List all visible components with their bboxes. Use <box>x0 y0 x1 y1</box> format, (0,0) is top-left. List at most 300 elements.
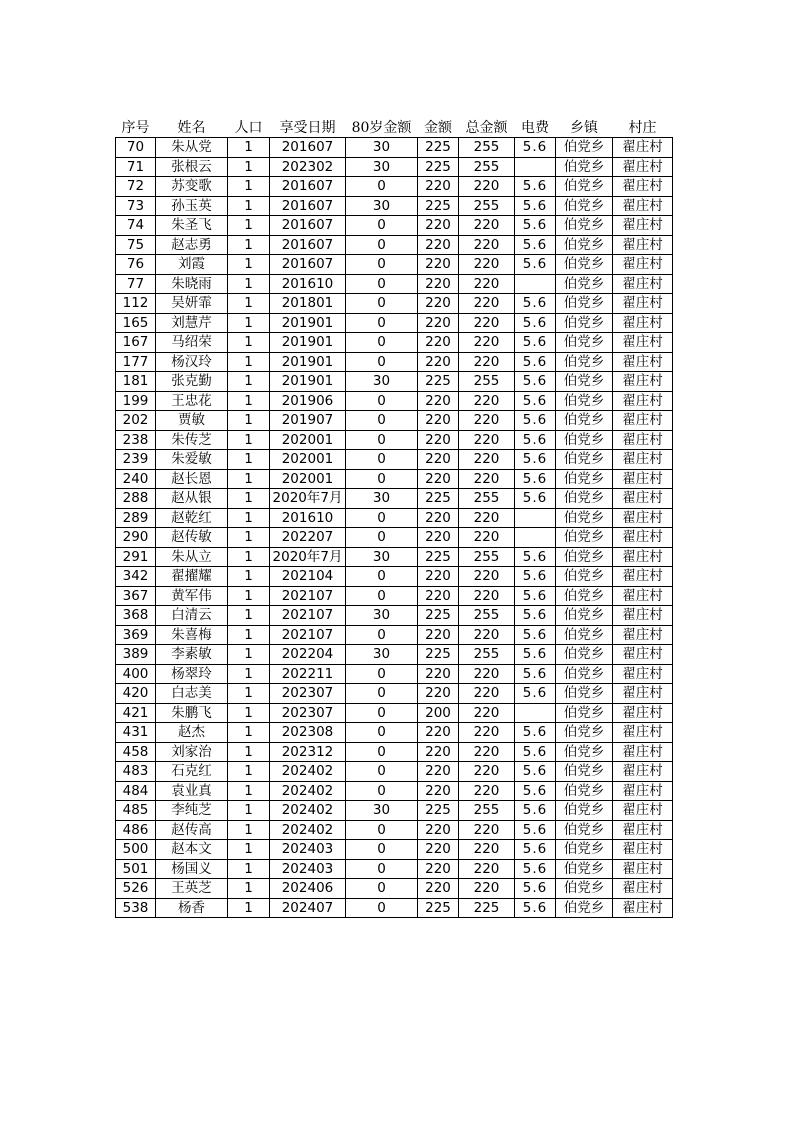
village-cell: 翟庄村 <box>613 703 673 723</box>
date-cell: 202302 <box>270 157 346 177</box>
date-cell: 202403 <box>270 859 346 879</box>
header-population: 人口 <box>234 120 263 136</box>
name-cell: 赵志勇 <box>156 235 228 255</box>
age80-cell: 0 <box>346 859 418 879</box>
total-cell: 220 <box>459 469 515 489</box>
table-row <box>116 625 673 645</box>
serial-cell: 167 <box>116 333 156 353</box>
name-cell: 赵乾红 <box>156 508 228 528</box>
amount-cell: 220 <box>418 586 459 606</box>
amount-cell: 220 <box>418 294 459 314</box>
date-cell: 201901 <box>270 333 346 353</box>
date-cell: 202107 <box>270 586 346 606</box>
name-cell: 贾敏 <box>156 411 228 431</box>
population-cell: 1 <box>228 196 270 216</box>
population-cell: 1 <box>228 586 270 606</box>
town-cell: 伯党乡 <box>556 469 613 489</box>
total-cell: 255 <box>459 157 515 177</box>
age80-cell: 0 <box>346 469 418 489</box>
serial-cell: 181 <box>116 372 156 392</box>
fee-cell: 5.6 <box>515 684 556 704</box>
amount-cell: 220 <box>418 859 459 879</box>
age80-cell: 0 <box>346 664 418 684</box>
population-cell: 1 <box>228 840 270 860</box>
name-cell: 苏变歌 <box>156 177 228 197</box>
village-cell: 翟庄村 <box>613 411 673 431</box>
total-cell: 220 <box>459 742 515 762</box>
header-row <box>116 117 673 138</box>
fee-cell: 5.6 <box>515 645 556 665</box>
date-cell: 202001 <box>270 450 346 470</box>
village-cell: 翟庄村 <box>613 216 673 236</box>
town-cell: 伯党乡 <box>556 411 613 431</box>
serial-cell: 165 <box>116 313 156 333</box>
fee-cell: 5.6 <box>515 138 556 158</box>
amount-cell: 220 <box>418 684 459 704</box>
name-cell: 朱喜梅 <box>156 625 228 645</box>
town-cell: 伯党乡 <box>556 274 613 294</box>
date-cell: 202307 <box>270 703 346 723</box>
table-row <box>116 138 673 158</box>
town-cell: 伯党乡 <box>556 294 613 314</box>
village-cell: 翟庄村 <box>613 606 673 626</box>
amount-cell: 220 <box>418 820 459 840</box>
village-cell: 翟庄村 <box>613 274 673 294</box>
date-cell: 201901 <box>270 372 346 392</box>
amount-cell: 220 <box>418 313 459 333</box>
name-cell: 赵传敏 <box>156 528 228 548</box>
town-cell: 伯党乡 <box>556 567 613 587</box>
table-row <box>116 586 673 606</box>
table-row <box>116 255 673 275</box>
date-cell: 201906 <box>270 391 346 411</box>
date-cell: 202308 <box>270 723 346 743</box>
name-cell: 张根云 <box>156 157 228 177</box>
fee-cell: 5.6 <box>515 450 556 470</box>
fee-cell: 5.6 <box>515 411 556 431</box>
amount-cell: 220 <box>418 508 459 528</box>
date-cell: 201607 <box>270 138 346 158</box>
table-row <box>116 333 673 353</box>
amount-cell: 220 <box>418 664 459 684</box>
table-row <box>116 489 673 509</box>
name-cell: 杨香 <box>156 898 228 918</box>
age80-cell: 0 <box>346 235 418 255</box>
amount-cell: 225 <box>418 489 459 509</box>
age80-cell: 30 <box>346 489 418 509</box>
age80-cell: 0 <box>346 528 418 548</box>
header-name: 姓名 <box>177 120 206 136</box>
total-cell: 220 <box>459 352 515 372</box>
amount-cell: 225 <box>418 645 459 665</box>
amount-cell: 220 <box>418 352 459 372</box>
serial-cell: 483 <box>116 762 156 782</box>
town-cell: 伯党乡 <box>556 138 613 158</box>
village-cell: 翟庄村 <box>613 879 673 899</box>
serial-cell: 290 <box>116 528 156 548</box>
total-cell: 220 <box>459 411 515 431</box>
total-cell: 255 <box>459 547 515 567</box>
total-cell: 220 <box>459 586 515 606</box>
village-cell: 翟庄村 <box>613 859 673 879</box>
name-cell: 刘霞 <box>156 255 228 275</box>
fee-cell: 5.6 <box>515 216 556 236</box>
table-row <box>116 703 673 723</box>
date-cell: 202107 <box>270 606 346 626</box>
town-cell: 伯党乡 <box>556 196 613 216</box>
serial-cell: 389 <box>116 645 156 665</box>
total-cell: 220 <box>459 294 515 314</box>
population-cell: 1 <box>228 157 270 177</box>
serial-cell: 112 <box>116 294 156 314</box>
town-cell: 伯党乡 <box>556 177 613 197</box>
fee-cell: 5.6 <box>515 879 556 899</box>
date-cell: 201610 <box>270 274 346 294</box>
population-cell: 1 <box>228 508 270 528</box>
town-cell: 伯党乡 <box>556 801 613 821</box>
fee-cell: 5.6 <box>515 762 556 782</box>
fee-cell: 5.6 <box>515 859 556 879</box>
population-cell: 1 <box>228 235 270 255</box>
population-cell: 1 <box>228 664 270 684</box>
amount-cell: 225 <box>418 138 459 158</box>
serial-cell: 71 <box>116 157 156 177</box>
serial-cell: 484 <box>116 781 156 801</box>
total-cell: 220 <box>459 333 515 353</box>
total-cell: 220 <box>459 255 515 275</box>
total-cell: 220 <box>459 625 515 645</box>
age80-cell: 0 <box>346 840 418 860</box>
fee-cell: 5.6 <box>515 294 556 314</box>
serial-cell: 289 <box>116 508 156 528</box>
town-cell: 伯党乡 <box>556 664 613 684</box>
fee-cell: 5.6 <box>515 781 556 801</box>
town-cell: 伯党乡 <box>556 508 613 528</box>
date-cell: 202402 <box>270 762 346 782</box>
table-row <box>116 664 673 684</box>
total-cell: 255 <box>459 489 515 509</box>
fee-cell: 5.6 <box>515 177 556 197</box>
name-cell: 王忠花 <box>156 391 228 411</box>
serial-cell: 501 <box>116 859 156 879</box>
table-row <box>116 840 673 860</box>
serial-cell: 420 <box>116 684 156 704</box>
header-village: 村庄 <box>628 120 657 136</box>
date-cell: 202312 <box>270 742 346 762</box>
population-cell: 1 <box>228 489 270 509</box>
village-cell: 翟庄村 <box>613 781 673 801</box>
date-cell: 202307 <box>270 684 346 704</box>
table-row <box>116 372 673 392</box>
amount-cell: 200 <box>418 703 459 723</box>
date-cell: 202403 <box>270 840 346 860</box>
age80-cell: 0 <box>346 391 418 411</box>
table-row <box>116 859 673 879</box>
date-cell: 2020年7月 <box>270 547 346 567</box>
age80-cell: 0 <box>346 567 418 587</box>
village-cell: 翟庄村 <box>613 313 673 333</box>
name-cell: 刘慧芹 <box>156 313 228 333</box>
population-cell: 1 <box>228 684 270 704</box>
fee-cell: 5.6 <box>515 489 556 509</box>
town-cell: 伯党乡 <box>556 489 613 509</box>
town-cell: 伯党乡 <box>556 684 613 704</box>
table-row <box>116 723 673 743</box>
population-cell: 1 <box>228 138 270 158</box>
table-row <box>116 801 673 821</box>
date-cell: 202406 <box>270 879 346 899</box>
fee-cell <box>515 703 556 723</box>
town-cell: 伯党乡 <box>556 898 613 918</box>
fee-cell: 5.6 <box>515 333 556 353</box>
age80-cell: 30 <box>346 547 418 567</box>
age80-cell: 0 <box>346 879 418 899</box>
serial-cell: 73 <box>116 196 156 216</box>
serial-cell: 538 <box>116 898 156 918</box>
date-cell: 201607 <box>270 196 346 216</box>
fee-cell: 5.6 <box>515 196 556 216</box>
village-cell: 翟庄村 <box>613 820 673 840</box>
total-cell: 220 <box>459 684 515 704</box>
age80-cell: 0 <box>346 742 418 762</box>
age80-cell: 0 <box>346 313 418 333</box>
fee-cell: 5.6 <box>515 625 556 645</box>
table-row <box>116 547 673 567</box>
village-cell: 翟庄村 <box>613 547 673 567</box>
town-cell: 伯党乡 <box>556 313 613 333</box>
table-row <box>116 742 673 762</box>
total-cell: 220 <box>459 567 515 587</box>
table-row <box>116 762 673 782</box>
date-cell: 202107 <box>270 625 346 645</box>
age80-cell: 0 <box>346 352 418 372</box>
table-row <box>116 606 673 626</box>
village-cell: 翟庄村 <box>613 157 673 177</box>
total-cell: 220 <box>459 313 515 333</box>
name-cell: 马绍荣 <box>156 333 228 353</box>
population-cell: 1 <box>228 177 270 197</box>
table-row <box>116 528 673 548</box>
date-cell: 202001 <box>270 430 346 450</box>
total-cell: 220 <box>459 723 515 743</box>
serial-cell: 72 <box>116 177 156 197</box>
date-cell: 201801 <box>270 294 346 314</box>
fee-cell <box>515 274 556 294</box>
serial-cell: 70 <box>116 138 156 158</box>
age80-cell: 0 <box>346 781 418 801</box>
name-cell: 孙玉英 <box>156 196 228 216</box>
population-cell: 1 <box>228 567 270 587</box>
village-cell: 翟庄村 <box>613 430 673 450</box>
total-cell: 220 <box>459 274 515 294</box>
header-township: 乡镇 <box>570 120 598 136</box>
date-cell: 2020年7月 <box>270 489 346 509</box>
village-cell: 翟庄村 <box>613 723 673 743</box>
table-row <box>116 157 673 177</box>
header-amount: 金额 <box>424 120 452 136</box>
village-cell: 翟庄村 <box>613 352 673 372</box>
amount-cell: 220 <box>418 567 459 587</box>
name-cell: 赵杰 <box>156 723 228 743</box>
age80-cell: 0 <box>346 703 418 723</box>
date-cell: 201610 <box>270 508 346 528</box>
town-cell: 伯党乡 <box>556 391 613 411</box>
population-cell: 1 <box>228 625 270 645</box>
population-cell: 1 <box>228 645 270 665</box>
town-cell: 伯党乡 <box>556 645 613 665</box>
town-cell: 伯党乡 <box>556 879 613 899</box>
name-cell: 刘家治 <box>156 742 228 762</box>
name-cell: 吴妍霏 <box>156 294 228 314</box>
serial-cell: 240 <box>116 469 156 489</box>
population-cell: 1 <box>228 313 270 333</box>
name-cell: 张克勤 <box>156 372 228 392</box>
serial-cell: 342 <box>116 567 156 587</box>
table-row <box>116 879 673 899</box>
population-cell: 1 <box>228 391 270 411</box>
total-cell: 220 <box>459 820 515 840</box>
population-cell: 1 <box>228 606 270 626</box>
amount-cell: 220 <box>418 723 459 743</box>
village-cell: 翟庄村 <box>613 645 673 665</box>
village-cell: 翟庄村 <box>613 255 673 275</box>
serial-cell: 177 <box>116 352 156 372</box>
beneficiary-table <box>115 117 673 918</box>
serial-cell: 486 <box>116 820 156 840</box>
date-cell: 201901 <box>270 313 346 333</box>
date-cell: 201607 <box>270 216 346 236</box>
town-cell: 伯党乡 <box>556 216 613 236</box>
amount-cell: 225 <box>418 372 459 392</box>
age80-cell: 0 <box>346 333 418 353</box>
table-row <box>116 450 673 470</box>
amount-cell: 220 <box>418 528 459 548</box>
amount-cell: 220 <box>418 840 459 860</box>
age80-cell: 0 <box>346 294 418 314</box>
fee-cell: 5.6 <box>515 547 556 567</box>
total-cell: 220 <box>459 762 515 782</box>
village-cell: 翟庄村 <box>613 196 673 216</box>
total-cell: 220 <box>459 235 515 255</box>
fee-cell: 5.6 <box>515 469 556 489</box>
total-cell: 255 <box>459 606 515 626</box>
name-cell: 黄军伟 <box>156 586 228 606</box>
serial-cell: 431 <box>116 723 156 743</box>
population-cell: 1 <box>228 255 270 275</box>
population-cell: 1 <box>228 547 270 567</box>
town-cell: 伯党乡 <box>556 528 613 548</box>
name-cell: 石克红 <box>156 762 228 782</box>
amount-cell: 220 <box>418 469 459 489</box>
amount-cell: 220 <box>418 781 459 801</box>
town-cell: 伯党乡 <box>556 606 613 626</box>
serial-cell: 239 <box>116 450 156 470</box>
town-cell: 伯党乡 <box>556 625 613 645</box>
table-row <box>116 781 673 801</box>
age80-cell: 0 <box>346 216 418 236</box>
amount-cell: 220 <box>418 391 459 411</box>
amount-cell: 220 <box>418 762 459 782</box>
town-cell: 伯党乡 <box>556 372 613 392</box>
age80-cell: 30 <box>346 157 418 177</box>
table-row <box>116 411 673 431</box>
serial-cell: 367 <box>116 586 156 606</box>
town-cell: 伯党乡 <box>556 430 613 450</box>
age80-cell: 0 <box>346 625 418 645</box>
fee-cell: 5.6 <box>515 898 556 918</box>
name-cell: 王英芝 <box>156 879 228 899</box>
total-cell: 220 <box>459 391 515 411</box>
table-row <box>116 216 673 236</box>
age80-cell: 0 <box>346 255 418 275</box>
name-cell: 朱晓雨 <box>156 274 228 294</box>
population-cell: 1 <box>228 781 270 801</box>
amount-cell: 225 <box>418 801 459 821</box>
name-cell: 杨翠玲 <box>156 664 228 684</box>
amount-cell: 220 <box>418 177 459 197</box>
fee-cell: 5.6 <box>515 723 556 743</box>
total-cell: 225 <box>459 898 515 918</box>
age80-cell: 0 <box>346 898 418 918</box>
serial-cell: 238 <box>116 430 156 450</box>
table-row <box>116 898 673 918</box>
town-cell: 伯党乡 <box>556 333 613 353</box>
date-cell: 201907 <box>270 411 346 431</box>
name-cell: 赵本文 <box>156 840 228 860</box>
population-cell: 1 <box>228 411 270 431</box>
amount-cell: 220 <box>418 450 459 470</box>
amount-cell: 225 <box>418 898 459 918</box>
town-cell: 伯党乡 <box>556 742 613 762</box>
amount-cell: 220 <box>418 430 459 450</box>
village-cell: 翟庄村 <box>613 469 673 489</box>
fee-cell <box>515 157 556 177</box>
total-cell: 220 <box>459 508 515 528</box>
fee-cell: 5.6 <box>515 664 556 684</box>
serial-cell: 485 <box>116 801 156 821</box>
total-cell: 255 <box>459 196 515 216</box>
fee-cell: 5.6 <box>515 255 556 275</box>
name-cell: 赵传高 <box>156 820 228 840</box>
total-cell: 220 <box>459 703 515 723</box>
table-row <box>116 567 673 587</box>
town-cell: 伯党乡 <box>556 859 613 879</box>
serial-cell: 77 <box>116 274 156 294</box>
town-cell: 伯党乡 <box>556 255 613 275</box>
fee-cell: 5.6 <box>515 235 556 255</box>
town-cell: 伯党乡 <box>556 840 613 860</box>
village-cell: 翟庄村 <box>613 450 673 470</box>
village-cell: 翟庄村 <box>613 801 673 821</box>
town-cell: 伯党乡 <box>556 762 613 782</box>
amount-cell: 225 <box>418 606 459 626</box>
age80-cell: 30 <box>346 196 418 216</box>
total-cell: 255 <box>459 372 515 392</box>
amount-cell: 220 <box>418 274 459 294</box>
fee-cell <box>515 528 556 548</box>
fee-cell <box>515 508 556 528</box>
table-row <box>116 294 673 314</box>
fee-cell: 5.6 <box>515 313 556 333</box>
age80-cell: 30 <box>346 138 418 158</box>
date-cell: 201607 <box>270 177 346 197</box>
town-cell: 伯党乡 <box>556 781 613 801</box>
age80-cell: 0 <box>346 450 418 470</box>
age80-cell: 0 <box>346 177 418 197</box>
population-cell: 1 <box>228 469 270 489</box>
population-cell: 1 <box>228 762 270 782</box>
table-row <box>116 313 673 333</box>
